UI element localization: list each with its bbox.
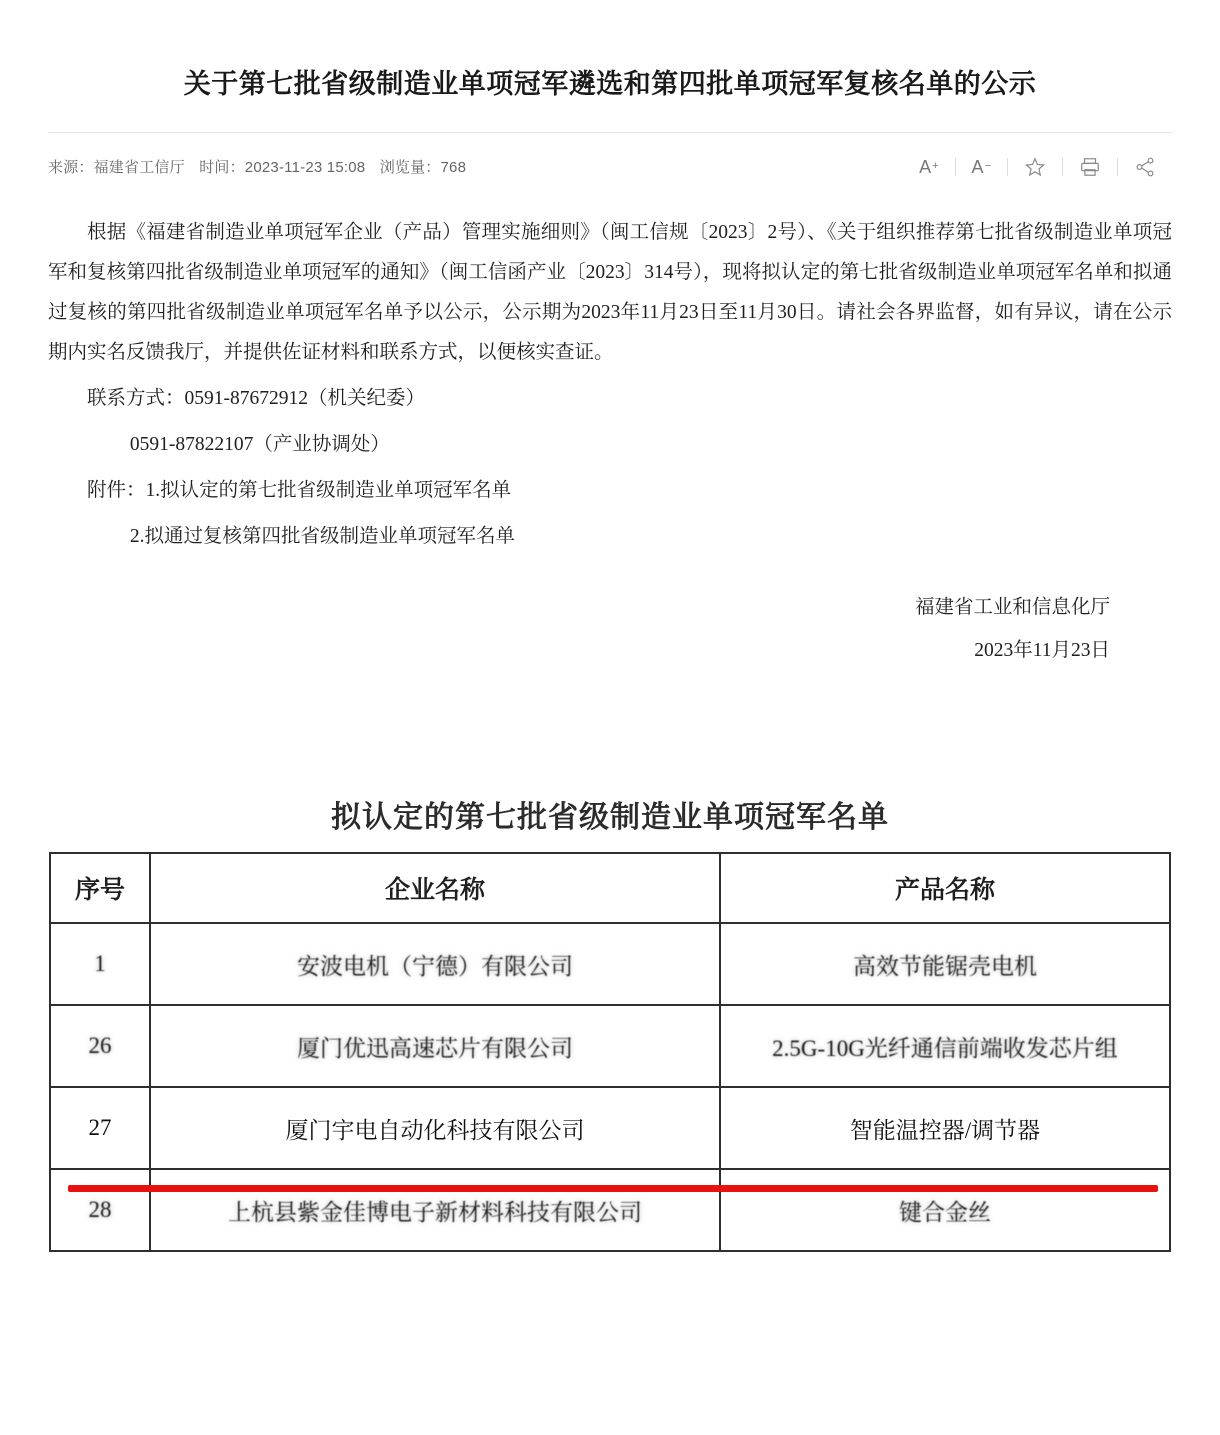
header-no: 序号	[50, 853, 150, 923]
cell-company: 厦门优迅高速芯片有限公司	[150, 1005, 720, 1087]
cell-no: 26	[50, 1005, 150, 1087]
header-company: 企业名称	[150, 853, 720, 923]
meta-source: 来源：福建省工信厅	[48, 159, 185, 177]
attachment-line-2: 2.拟通过复核第四批省级制造业单项冠军名单	[129, 525, 516, 547]
cell-company: 厦门宇电自动化科技有限公司	[150, 1087, 720, 1169]
attachment-line-1: 附件：1.拟认定的第七批省级制造业单项冠军名单	[87, 479, 512, 501]
font-decrease-label: A	[971, 156, 984, 177]
article-meta-info	[48, 156, 476, 177]
cell-company: 安波电机（宁德）有限公司	[150, 923, 720, 1005]
cell-product: 高效节能锯壳电机	[720, 923, 1170, 1005]
cell-product: 2.5G-10G光纤通信前端收发芯片组	[720, 1005, 1170, 1087]
cell-company: 上杭县紫金佳博电子新材料科技有限公司	[150, 1169, 720, 1251]
table-row	[50, 923, 1170, 1005]
font-decrease-button[interactable]	[956, 154, 1007, 180]
font-increase-button[interactable]	[903, 154, 954, 180]
meta-views: 浏览量：768	[379, 159, 467, 177]
champion-list-table	[49, 852, 1171, 1252]
favorite-star-icon[interactable]	[1008, 154, 1062, 180]
cell-no: 28	[50, 1169, 150, 1251]
contact-line-1: 联系方式：0591-87672912（机关纪委）	[87, 387, 425, 409]
article-tools	[903, 154, 1172, 180]
cell-product: 智能温控器/调节器	[720, 1087, 1170, 1169]
signature-org: 福建省工业和信息化厅	[914, 596, 1110, 618]
table-header-row	[50, 853, 1170, 923]
cell-no: 27	[50, 1087, 150, 1169]
share-icon[interactable]	[1118, 154, 1172, 180]
article-body	[48, 213, 1172, 557]
signature-block	[0, 587, 1110, 673]
article-meta-bar	[48, 132, 1172, 187]
attachment-section	[0, 792, 1220, 1252]
cell-product: 键合金丝	[720, 1169, 1170, 1251]
header-product: 产品名称	[720, 853, 1170, 923]
print-icon[interactable]	[1063, 154, 1117, 180]
font-increase-sup: +	[932, 160, 939, 173]
red-highlight-underline	[68, 1185, 1158, 1192]
signature-date: 2023年11月23日	[974, 639, 1110, 661]
attachment-title: 拟认定的第七批省级制造业单项冠军名单	[331, 801, 889, 835]
font-increase-label: A	[919, 156, 932, 177]
document-page	[0, 18, 1220, 1435]
font-decrease-sup: −	[984, 160, 991, 173]
meta-time: 时间：2023-11-23 15:08	[199, 159, 366, 177]
table-row-highlighted	[50, 1087, 1170, 1169]
contact-line-2: 0591-87822107（产业协调处）	[129, 433, 390, 455]
table-row	[50, 1005, 1170, 1087]
page-title: 关于第七批省级制造业单项冠军遴选和第四批单项冠军复核名单的公示	[183, 69, 1037, 100]
cell-no: 1	[50, 923, 150, 1005]
table-row	[50, 1169, 1170, 1251]
body-paragraph-1: 根据《福建省制造业单项冠军企业（产品）管理实施细则》（闽工信规〔2023〕2号）、《关于组织推荐第七批省级制造业单项冠军和复核第四批省级制造业单项冠军的通知》（闽工信函产业〔2023〕314号），现将拟认定的第七批省级制造业单项冠军名单和拟通过复核的第四批省级制造业单项冠军名单予以公示，公示期为2023年11月23日至11月30日。请社会各界监督，如有异议，请在公示期内实名反馈我厅，并提供佐证材料和联系方式，以便核实查证。	[48, 221, 1172, 363]
